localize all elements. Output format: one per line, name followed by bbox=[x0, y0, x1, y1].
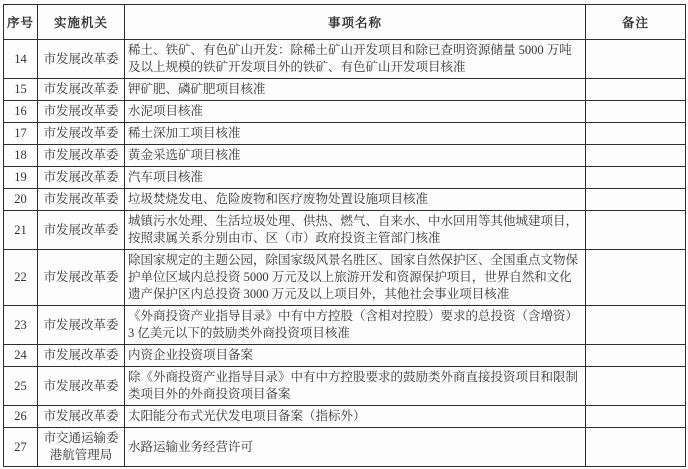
agency-cell: 市交通运输委港航管理局 bbox=[38, 428, 125, 467]
item-name-cell: 稀土深加工项目核准 bbox=[125, 123, 586, 145]
note-cell bbox=[586, 189, 686, 211]
serial-number-cell: 26 bbox=[4, 406, 38, 428]
table-row bbox=[4, 40, 686, 79]
note-cell bbox=[586, 428, 686, 467]
item-name-cell: 内资企业投资项目备案 bbox=[125, 345, 586, 367]
note-cell bbox=[586, 406, 686, 428]
agency-cell: 市发展改革委 bbox=[38, 123, 125, 145]
serial-number-cell: 18 bbox=[4, 145, 38, 167]
note-cell bbox=[586, 79, 686, 101]
agency-cell: 市发展改革委 bbox=[38, 145, 125, 167]
agency-cell: 市发展改革委 bbox=[38, 79, 125, 101]
table-row bbox=[4, 101, 686, 123]
item-name-cell: 汽车项目核准 bbox=[125, 167, 586, 189]
agency-cell: 市发展改革委 bbox=[38, 406, 125, 428]
note-cell bbox=[586, 101, 686, 123]
table-row bbox=[4, 250, 686, 306]
table-row bbox=[4, 145, 686, 167]
serial-number-cell: 17 bbox=[4, 123, 38, 145]
table-row bbox=[4, 211, 686, 250]
approval-items-table bbox=[3, 4, 686, 467]
item-name-cell: 黄金采选矿项目核准 bbox=[125, 145, 586, 167]
agency-cell: 市发展改革委 bbox=[38, 306, 125, 345]
serial-number-cell: 24 bbox=[4, 345, 38, 367]
serial-number-cell: 22 bbox=[4, 250, 38, 306]
item-name-cell: 钾矿肥、磷矿肥项目核准 bbox=[125, 79, 586, 101]
note-cell bbox=[586, 167, 686, 189]
serial-number-cell: 14 bbox=[4, 40, 38, 79]
agency-cell: 市发展改革委 bbox=[38, 101, 125, 123]
serial-number-cell: 19 bbox=[4, 167, 38, 189]
agency-cell: 市发展改革委 bbox=[38, 345, 125, 367]
item-name-cell: 垃圾焚烧发电、危险废物和医疗废物处置设施项目核准 bbox=[125, 189, 586, 211]
column-header-note: 备注 bbox=[586, 5, 686, 40]
agency-cell: 市发展改革委 bbox=[38, 40, 125, 79]
column-header-serial: 序号 bbox=[4, 5, 38, 40]
serial-number-cell: 25 bbox=[4, 367, 38, 406]
column-header-agency: 实施机关 bbox=[38, 5, 125, 40]
serial-number-cell: 20 bbox=[4, 189, 38, 211]
agency-cell: 市发展改革委 bbox=[38, 250, 125, 306]
table-row bbox=[4, 345, 686, 367]
table-row bbox=[4, 367, 686, 406]
note-cell bbox=[586, 211, 686, 250]
table-row bbox=[4, 79, 686, 101]
note-cell bbox=[586, 250, 686, 306]
note-cell bbox=[586, 145, 686, 167]
serial-number-cell: 27 bbox=[4, 428, 38, 467]
table-row bbox=[4, 406, 686, 428]
table-row bbox=[4, 428, 686, 467]
item-name-cell: 稀土、铁矿、有色矿山开发：除稀土矿山开发项目和除已查明资源储量 5000 万吨及以上规模的铁矿开发项目外的铁矿、有色矿山开发项目核准 bbox=[125, 40, 586, 79]
item-name-cell: 除国家规定的主题公园，除国家级风景名胜区、国家自然保护区、全国重点文物保护单位区域内总投资 5000 万元及以上旅游开发和资源保护项目，世界自然和文化遗产保护区内总投资 3000 万元及以上项目外，其他社会事业项目核准 bbox=[125, 250, 586, 306]
table-body bbox=[4, 40, 686, 467]
table-row bbox=[4, 189, 686, 211]
note-cell bbox=[586, 345, 686, 367]
agency-cell: 市发展改革委 bbox=[38, 367, 125, 406]
serial-number-cell: 21 bbox=[4, 211, 38, 250]
agency-cell: 市发展改革委 bbox=[38, 189, 125, 211]
serial-number-cell: 23 bbox=[4, 306, 38, 345]
note-cell bbox=[586, 367, 686, 406]
note-cell bbox=[586, 306, 686, 345]
item-name-cell: 城镇污水处理、生活垃圾处理、供热、燃气、自来水、中水回用等其他城建项目，按照隶属关系分别由市、区（市）政府投资主管部门核准 bbox=[125, 211, 586, 250]
serial-number-cell: 16 bbox=[4, 101, 38, 123]
item-name-cell: 太阳能分布式光伏发电项目备案（指标外） bbox=[125, 406, 586, 428]
item-name-cell: 水路运输业务经营许可 bbox=[125, 428, 586, 467]
table-row bbox=[4, 167, 686, 189]
agency-cell: 市发展改革委 bbox=[38, 211, 125, 250]
item-name-cell: 除《外商投资产业指导目录》中有中方控股要求的鼓励类外商直接投资项目和限制类项目外的外商投资项目备案 bbox=[125, 367, 586, 406]
note-cell bbox=[586, 123, 686, 145]
note-cell bbox=[586, 40, 686, 79]
header-row bbox=[4, 5, 686, 40]
agency-cell: 市发展改革委 bbox=[38, 167, 125, 189]
item-name-cell: 水泥项目核准 bbox=[125, 101, 586, 123]
table-row bbox=[4, 123, 686, 145]
serial-number-cell: 15 bbox=[4, 79, 38, 101]
table-header bbox=[4, 5, 686, 40]
table-row bbox=[4, 306, 686, 345]
column-header-item-name: 事项名称 bbox=[125, 5, 586, 40]
item-name-cell: 《外商投资产业指导目录》中有中方控股（含相对控股）要求的总投资（含增资）3 亿美元以下的鼓励类外商投资项目核准 bbox=[125, 306, 586, 345]
